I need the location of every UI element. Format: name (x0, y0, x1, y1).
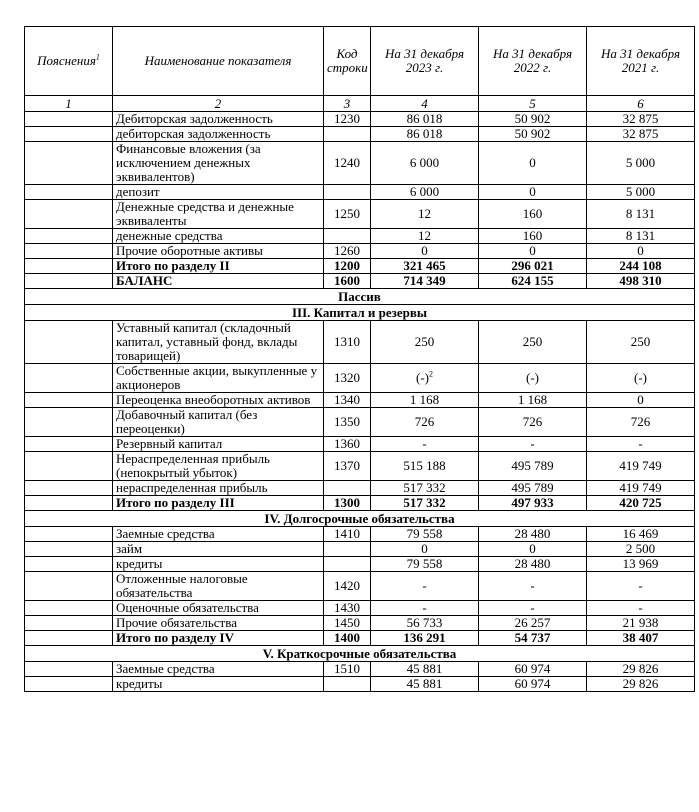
value-2023: - (371, 572, 479, 601)
section-title: IV. Долгосрочные обязательства (25, 511, 695, 527)
value-2022: 250 (479, 321, 587, 364)
indicator-name: БАЛАНС (113, 274, 324, 289)
header-2023: На 31 декабря 2023 г. (371, 27, 479, 96)
value-2023: 714 349 (371, 274, 479, 289)
notes-cell (25, 601, 113, 616)
line-code: 1200 (324, 259, 371, 274)
column-number: 5 (479, 96, 587, 112)
value-2023: 86 018 (371, 112, 479, 127)
table-row (25, 481, 695, 496)
indicator-name: Добавочный капитал (без переоценки) (113, 408, 324, 437)
notes-cell (25, 662, 113, 677)
table-row (25, 200, 695, 229)
value-2022: 60 974 (479, 677, 587, 692)
table-row (25, 616, 695, 631)
notes-cell (25, 616, 113, 631)
section-title: Пассив (25, 289, 695, 305)
line-code: 1310 (324, 321, 371, 364)
line-code: 1370 (324, 452, 371, 481)
line-code: 1340 (324, 393, 371, 408)
table-row (25, 677, 695, 692)
line-code (324, 542, 371, 557)
line-code (324, 557, 371, 572)
section-header-row (25, 305, 695, 321)
notes-cell (25, 572, 113, 601)
table-row (25, 496, 695, 511)
notes-cell (25, 274, 113, 289)
line-code: 1300 (324, 496, 371, 511)
value-2022: 0 (479, 244, 587, 259)
indicator-name: денежные средства (113, 229, 324, 244)
value-2021: - (587, 601, 695, 616)
line-code (324, 185, 371, 200)
table-row (25, 542, 695, 557)
indicator-name: Итого по разделу II (113, 259, 324, 274)
line-code: 1430 (324, 601, 371, 616)
indicator-name: Денежные средства и денежные эквиваленты (113, 200, 324, 229)
value-2022: 0 (479, 185, 587, 200)
value-2021: 32 875 (587, 127, 695, 142)
section-header-row (25, 646, 695, 662)
value-2022: - (479, 572, 587, 601)
value-2022: 726 (479, 408, 587, 437)
value-2022: 160 (479, 229, 587, 244)
indicator-name: Итого по разделу III (113, 496, 324, 511)
value-2021: 38 407 (587, 631, 695, 646)
table-row (25, 572, 695, 601)
indicator-name: дебиторская задолженность (113, 127, 324, 142)
value-2021: 29 826 (587, 662, 695, 677)
table-row (25, 142, 695, 185)
table-row (25, 321, 695, 364)
notes-cell (25, 244, 113, 259)
indicator-name: Прочие обязательства (113, 616, 324, 631)
value-2021: 8 131 (587, 200, 695, 229)
value-2023: 6 000 (371, 185, 479, 200)
section-header-row (25, 289, 695, 305)
notes-cell (25, 200, 113, 229)
notes-cell (25, 408, 113, 437)
value-2022: 497 933 (479, 496, 587, 511)
column-number: 3 (324, 96, 371, 112)
value-2023: - (371, 437, 479, 452)
value-2023: 45 881 (371, 677, 479, 692)
indicator-name: Заемные средства (113, 527, 324, 542)
value-2021: 5 000 (587, 185, 695, 200)
value-2021: 2 500 (587, 542, 695, 557)
value-2021: 498 310 (587, 274, 695, 289)
line-code: 1450 (324, 616, 371, 631)
value-2022: 28 480 (479, 557, 587, 572)
notes-cell (25, 496, 113, 511)
indicator-name: депозит (113, 185, 324, 200)
notes-cell (25, 185, 113, 200)
value-2021: 8 131 (587, 229, 695, 244)
balance-sheet (24, 26, 694, 692)
notes-cell (25, 437, 113, 452)
table-row (25, 631, 695, 646)
value-2021: 0 (587, 393, 695, 408)
value-2022: 26 257 (479, 616, 587, 631)
section-title: III. Капитал и резервы (25, 305, 695, 321)
notes-cell (25, 142, 113, 185)
value-2021: 419 749 (587, 452, 695, 481)
notes-cell (25, 229, 113, 244)
section-title: V. Краткосрочные обязательства (25, 646, 695, 662)
notes-cell (25, 527, 113, 542)
value-2023: 86 018 (371, 127, 479, 142)
table-row (25, 452, 695, 481)
value-2023: 45 881 (371, 662, 479, 677)
table-body (25, 96, 695, 692)
table-row (25, 229, 695, 244)
value-2023: 136 291 (371, 631, 479, 646)
line-code: 1240 (324, 142, 371, 185)
value-2021: 726 (587, 408, 695, 437)
indicator-name: Нераспределенная прибыль (непокрытый убыток) (113, 452, 324, 481)
indicator-name: Итого по разделу IV (113, 631, 324, 646)
table-row (25, 127, 695, 142)
value-2021: - (587, 572, 695, 601)
value-2021: 21 938 (587, 616, 695, 631)
value-2022: 50 902 (479, 127, 587, 142)
value-2022: (-) (479, 364, 587, 393)
value-2021: 419 749 (587, 481, 695, 496)
line-code (324, 127, 371, 142)
line-code: 1320 (324, 364, 371, 393)
notes-cell (25, 259, 113, 274)
line-code: 1260 (324, 244, 371, 259)
value-2022: 296 021 (479, 259, 587, 274)
value-2022: - (479, 601, 587, 616)
value-2021: 13 969 (587, 557, 695, 572)
value-2023: 1 168 (371, 393, 479, 408)
indicator-name: Оценочные обязательства (113, 601, 324, 616)
notes-cell (25, 127, 113, 142)
column-number: 4 (371, 96, 479, 112)
value-2021: 250 (587, 321, 695, 364)
value-2023: 515 188 (371, 452, 479, 481)
value-2022: 495 789 (479, 481, 587, 496)
indicator-name: Резервный капитал (113, 437, 324, 452)
balance-table (24, 26, 695, 692)
notes-cell (25, 677, 113, 692)
value-2022: 50 902 (479, 112, 587, 127)
indicator-name: Собственные акции, выкупленные у акционеров (113, 364, 324, 393)
column-number: 6 (587, 96, 695, 112)
table-row (25, 601, 695, 616)
value-2023 (371, 364, 479, 393)
header-notes: Пояснения$^1$ (25, 27, 113, 96)
table-row (25, 662, 695, 677)
table-row (25, 527, 695, 542)
table-row (25, 185, 695, 200)
value-2023: 517 332 (371, 481, 479, 496)
indicator-name: займ (113, 542, 324, 557)
column-number: 1 (25, 96, 113, 112)
value-2021: (-) (587, 364, 695, 393)
footnote-marker: 2 (429, 369, 433, 379)
notes-cell (25, 321, 113, 364)
indicator-name: Уставный капитал (складочный капитал, уставный фонд, вклады товарищей) (113, 321, 324, 364)
line-code (324, 481, 371, 496)
table-row (25, 557, 695, 572)
value-2023: 321 465 (371, 259, 479, 274)
notes-cell (25, 452, 113, 481)
section-header-row (25, 511, 695, 527)
value-2021: - (587, 437, 695, 452)
header-2021: На 31 декабря 2021 г. (587, 27, 695, 96)
value-2023: - (371, 601, 479, 616)
indicator-name: Заемные средства (113, 662, 324, 677)
value-2022: - (479, 437, 587, 452)
value-2023: 0 (371, 244, 479, 259)
header-2022: На 31 декабря 2022 г. (479, 27, 587, 96)
indicator-name: Переоценка внеоборотных активов (113, 393, 324, 408)
line-code: 1420 (324, 572, 371, 601)
value-2023: 12 (371, 229, 479, 244)
value-2021: 244 108 (587, 259, 695, 274)
value-2021: 420 725 (587, 496, 695, 511)
value-text: (-) (416, 370, 429, 385)
notes-cell (25, 393, 113, 408)
table-row (25, 393, 695, 408)
indicator-name: Финансовые вложения (за исключением денежных эквивалентов) (113, 142, 324, 185)
value-2023: 56 733 (371, 616, 479, 631)
value-2021: 29 826 (587, 677, 695, 692)
table-row (25, 437, 695, 452)
indicator-name: нераспределенная прибыль (113, 481, 324, 496)
table-row (25, 112, 695, 127)
column-number: 2 (113, 96, 324, 112)
notes-cell (25, 542, 113, 557)
notes-cell (25, 481, 113, 496)
value-2023: 726 (371, 408, 479, 437)
header-indicator-name: Наименование показателя (113, 27, 324, 96)
value-2022: 0 (479, 542, 587, 557)
line-code: 1250 (324, 200, 371, 229)
notes-cell (25, 112, 113, 127)
value-2023: 79 558 (371, 527, 479, 542)
value-2022: 60 974 (479, 662, 587, 677)
value-2022: 28 480 (479, 527, 587, 542)
notes-cell (25, 631, 113, 646)
indicator-name: Дебиторская задолженность (113, 112, 324, 127)
value-2023: 79 558 (371, 557, 479, 572)
indicator-name: Отложенные налоговые обязательства (113, 572, 324, 601)
line-code (324, 229, 371, 244)
indicator-name: кредиты (113, 557, 324, 572)
value-2022: 0 (479, 142, 587, 185)
value-2022: 624 155 (479, 274, 587, 289)
notes-cell (25, 557, 113, 572)
table-row (25, 274, 695, 289)
value-2021: 0 (587, 244, 695, 259)
line-code: 1350 (324, 408, 371, 437)
value-2022: 1 168 (479, 393, 587, 408)
indicator-name: кредиты (113, 677, 324, 692)
line-code: 1400 (324, 631, 371, 646)
line-code (324, 677, 371, 692)
value-2023: 250 (371, 321, 479, 364)
value-2023: 0 (371, 542, 479, 557)
line-code: 1360 (324, 437, 371, 452)
line-code: 1230 (324, 112, 371, 127)
line-code: 1510 (324, 662, 371, 677)
table-row (25, 259, 695, 274)
value-2021: 32 875 (587, 112, 695, 127)
value-2023: 12 (371, 200, 479, 229)
line-code: 1410 (324, 527, 371, 542)
value-2022: 54 737 (479, 631, 587, 646)
table-row (25, 244, 695, 259)
value-2021: 16 469 (587, 527, 695, 542)
value-2021: 5 000 (587, 142, 695, 185)
line-code: 1600 (324, 274, 371, 289)
column-number-row (25, 96, 695, 112)
table-header (25, 27, 695, 96)
notes-cell (25, 364, 113, 393)
value-2022: 160 (479, 200, 587, 229)
value-2023: 6 000 (371, 142, 479, 185)
indicator-name: Прочие оборотные активы (113, 244, 324, 259)
header-line-code: Код строки (324, 27, 371, 96)
table-row (25, 364, 695, 393)
value-2022: 495 789 (479, 452, 587, 481)
value-2023: 517 332 (371, 496, 479, 511)
table-row (25, 408, 695, 437)
